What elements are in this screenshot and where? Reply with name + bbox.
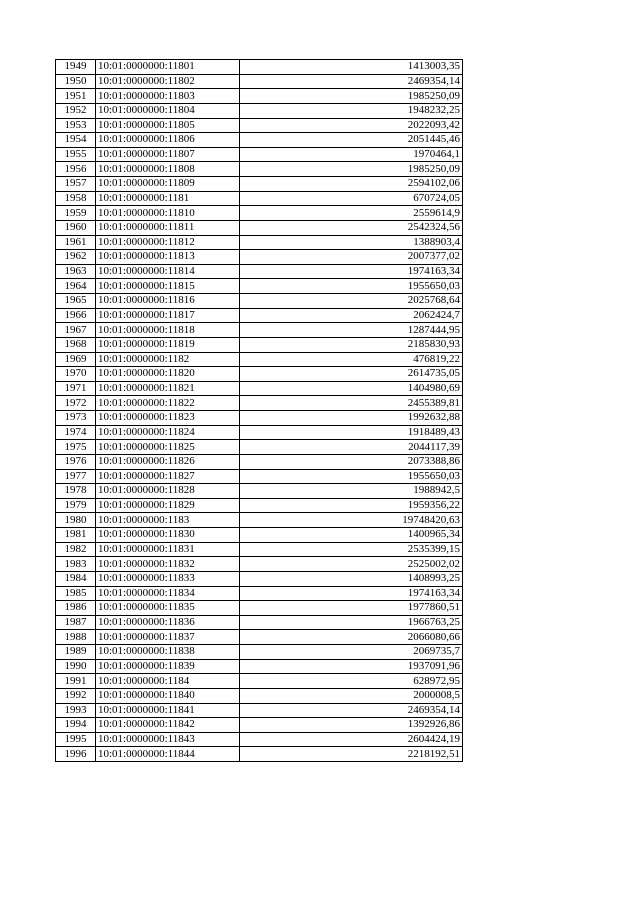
cadastral-number-cell: 10:01:0000000:11842 <box>96 718 240 733</box>
table-row <box>56 250 463 265</box>
cadastral-number-cell: 10:01:0000000:11826 <box>96 454 240 469</box>
row-number-cell: 1988 <box>56 630 96 645</box>
table-row <box>56 103 463 118</box>
row-number-cell: 1959 <box>56 206 96 221</box>
amount-cell: 1977860,51 <box>240 601 463 616</box>
cadastral-number-cell: 10:01:0000000:11812 <box>96 235 240 250</box>
cadastral-number-cell: 10:01:0000000:11816 <box>96 294 240 309</box>
amount-cell: 2614735,05 <box>240 367 463 382</box>
cadastral-number-cell: 10:01:0000000:11828 <box>96 484 240 499</box>
row-number-cell: 1982 <box>56 542 96 557</box>
row-number-cell: 1971 <box>56 381 96 396</box>
amount-cell: 2469354,14 <box>240 703 463 718</box>
amount-cell: 1966763,25 <box>240 615 463 630</box>
amount-cell: 628972,95 <box>240 674 463 689</box>
amount-cell: 2535399,15 <box>240 542 463 557</box>
table-row <box>56 557 463 572</box>
row-number-cell: 1993 <box>56 703 96 718</box>
amount-cell: 1988942,5 <box>240 484 463 499</box>
table-row <box>56 513 463 528</box>
amount-cell: 2604424,19 <box>240 732 463 747</box>
row-number-cell: 1967 <box>56 323 96 338</box>
amount-cell: 2525002,02 <box>240 557 463 572</box>
row-number-cell: 1976 <box>56 454 96 469</box>
table-row <box>56 630 463 645</box>
row-number-cell: 1953 <box>56 118 96 133</box>
row-number-cell: 1980 <box>56 513 96 528</box>
row-number-cell: 1992 <box>56 688 96 703</box>
row-number-cell: 1989 <box>56 645 96 660</box>
table-row <box>56 498 463 513</box>
row-number-cell: 1956 <box>56 162 96 177</box>
amount-cell: 19748420,63 <box>240 513 463 528</box>
table-row <box>56 60 463 75</box>
amount-cell: 2025768,64 <box>240 294 463 309</box>
cadastral-number-cell: 10:01:0000000:11805 <box>96 118 240 133</box>
cadastral-number-cell: 10:01:0000000:11821 <box>96 381 240 396</box>
amount-cell: 2007377,02 <box>240 250 463 265</box>
table-body <box>56 60 463 762</box>
table-row <box>56 162 463 177</box>
row-number-cell: 1981 <box>56 528 96 543</box>
row-number-cell: 1958 <box>56 191 96 206</box>
cadastral-number-cell: 10:01:0000000:11806 <box>96 133 240 148</box>
row-number-cell: 1994 <box>56 718 96 733</box>
row-number-cell: 1978 <box>56 484 96 499</box>
amount-cell: 1413003,35 <box>240 60 463 75</box>
amount-cell: 2062424,7 <box>240 308 463 323</box>
table-row <box>56 381 463 396</box>
cadastral-number-cell: 10:01:0000000:11803 <box>96 89 240 104</box>
cadastral-number-cell: 10:01:0000000:11808 <box>96 162 240 177</box>
table-row <box>56 469 463 484</box>
amount-cell: 1408993,25 <box>240 571 463 586</box>
cadastral-number-cell: 10:01:0000000:11813 <box>96 250 240 265</box>
amount-cell: 1985250,09 <box>240 89 463 104</box>
row-number-cell: 1965 <box>56 294 96 309</box>
table-row <box>56 220 463 235</box>
amount-cell: 2218192,51 <box>240 747 463 762</box>
cadastral-number-cell: 10:01:0000000:11833 <box>96 571 240 586</box>
table-row <box>56 732 463 747</box>
table-row <box>56 411 463 426</box>
table-row <box>56 718 463 733</box>
amount-cell: 1959356,22 <box>240 498 463 513</box>
cadastral-number-cell: 10:01:0000000:11830 <box>96 528 240 543</box>
row-number-cell: 1983 <box>56 557 96 572</box>
cadastral-number-cell: 10:01:0000000:11823 <box>96 411 240 426</box>
table-row <box>56 133 463 148</box>
amount-cell: 670724,05 <box>240 191 463 206</box>
table-row <box>56 484 463 499</box>
table-row <box>56 206 463 221</box>
row-number-cell: 1950 <box>56 74 96 89</box>
amount-cell: 2559614,9 <box>240 206 463 221</box>
amount-cell: 1400965,34 <box>240 528 463 543</box>
amount-cell: 1392926,86 <box>240 718 463 733</box>
table-row <box>56 645 463 660</box>
amount-cell: 1388903,4 <box>240 235 463 250</box>
cadastral-number-cell: 10:01:0000000:1184 <box>96 674 240 689</box>
amount-cell: 1992632,88 <box>240 411 463 426</box>
row-number-cell: 1973 <box>56 411 96 426</box>
table-row <box>56 118 463 133</box>
table-row <box>56 323 463 338</box>
amount-cell: 1955650,03 <box>240 279 463 294</box>
cadastral-number-cell: 10:01:0000000:11843 <box>96 732 240 747</box>
table-row <box>56 191 463 206</box>
table-row <box>56 279 463 294</box>
cadastral-number-cell: 10:01:0000000:11827 <box>96 469 240 484</box>
row-number-cell: 1960 <box>56 220 96 235</box>
cadastral-number-cell: 10:01:0000000:11839 <box>96 659 240 674</box>
table-row <box>56 337 463 352</box>
amount-cell: 2066080,66 <box>240 630 463 645</box>
amount-cell: 1970464,1 <box>240 147 463 162</box>
row-number-cell: 1952 <box>56 103 96 118</box>
cadastral-number-cell: 10:01:0000000:11817 <box>96 308 240 323</box>
row-number-cell: 1985 <box>56 586 96 601</box>
cadastral-number-cell: 10:01:0000000:11809 <box>96 177 240 192</box>
cadastral-number-cell: 10:01:0000000:11804 <box>96 103 240 118</box>
row-number-cell: 1955 <box>56 147 96 162</box>
table-row <box>56 440 463 455</box>
table-row <box>56 528 463 543</box>
cadastral-number-cell: 10:01:0000000:11811 <box>96 220 240 235</box>
table-row <box>56 396 463 411</box>
table-row <box>56 147 463 162</box>
amount-cell: 2185830,93 <box>240 337 463 352</box>
table-row <box>56 74 463 89</box>
table-row <box>56 688 463 703</box>
amount-cell: 1404980,69 <box>240 381 463 396</box>
amount-cell: 2051445,46 <box>240 133 463 148</box>
table-row <box>56 586 463 601</box>
row-number-cell: 1964 <box>56 279 96 294</box>
row-number-cell: 1966 <box>56 308 96 323</box>
row-number-cell: 1991 <box>56 674 96 689</box>
table-row <box>56 264 463 279</box>
table-row <box>56 615 463 630</box>
cadastral-number-cell: 10:01:0000000:11802 <box>96 74 240 89</box>
amount-cell: 1985250,09 <box>240 162 463 177</box>
row-number-cell: 1951 <box>56 89 96 104</box>
table-row <box>56 703 463 718</box>
row-number-cell: 1957 <box>56 177 96 192</box>
table-row <box>56 352 463 367</box>
amount-cell: 2594102,06 <box>240 177 463 192</box>
amount-cell: 2542324,56 <box>240 220 463 235</box>
cadastral-number-cell: 10:01:0000000:11807 <box>96 147 240 162</box>
amount-cell: 1955650,03 <box>240 469 463 484</box>
table-row <box>56 308 463 323</box>
amount-cell: 476819,22 <box>240 352 463 367</box>
amount-cell: 2022093,42 <box>240 118 463 133</box>
row-number-cell: 1954 <box>56 133 96 148</box>
table-row <box>56 601 463 616</box>
cadastral-number-cell: 10:01:0000000:11822 <box>96 396 240 411</box>
cadastral-number-cell: 10:01:0000000:1182 <box>96 352 240 367</box>
amount-cell: 1937091,96 <box>240 659 463 674</box>
cadastral-number-cell: 10:01:0000000:11818 <box>96 323 240 338</box>
cadastral-number-cell: 10:01:0000000:11834 <box>96 586 240 601</box>
row-number-cell: 1986 <box>56 601 96 616</box>
row-number-cell: 1977 <box>56 469 96 484</box>
row-number-cell: 1961 <box>56 235 96 250</box>
cadastral-number-cell: 10:01:0000000:11819 <box>96 337 240 352</box>
cadastral-number-cell: 10:01:0000000:11840 <box>96 688 240 703</box>
row-number-cell: 1963 <box>56 264 96 279</box>
row-number-cell: 1949 <box>56 60 96 75</box>
table-row <box>56 571 463 586</box>
row-number-cell: 1972 <box>56 396 96 411</box>
cadastral-number-cell: 10:01:0000000:11836 <box>96 615 240 630</box>
cadastral-number-cell: 10:01:0000000:11814 <box>96 264 240 279</box>
cadastral-number-cell: 10:01:0000000:11829 <box>96 498 240 513</box>
table-row <box>56 294 463 309</box>
row-number-cell: 1968 <box>56 337 96 352</box>
cadastral-number-cell: 10:01:0000000:11801 <box>96 60 240 75</box>
amount-cell: 2073388,86 <box>240 454 463 469</box>
amount-cell: 1974163,34 <box>240 264 463 279</box>
table-row <box>56 674 463 689</box>
amount-cell: 1974163,34 <box>240 586 463 601</box>
table-row <box>56 235 463 250</box>
amount-cell: 2469354,14 <box>240 74 463 89</box>
table-row <box>56 425 463 440</box>
cadastral-number-cell: 10:01:0000000:11824 <box>96 425 240 440</box>
data-table <box>55 59 463 762</box>
row-number-cell: 1990 <box>56 659 96 674</box>
table-row <box>56 659 463 674</box>
row-number-cell: 1974 <box>56 425 96 440</box>
cadastral-number-cell: 10:01:0000000:11837 <box>96 630 240 645</box>
row-number-cell: 1996 <box>56 747 96 762</box>
row-number-cell: 1979 <box>56 498 96 513</box>
amount-cell: 1918489,43 <box>240 425 463 440</box>
cadastral-number-cell: 10:01:0000000:11831 <box>96 542 240 557</box>
amount-cell: 2044117,39 <box>240 440 463 455</box>
row-number-cell: 1975 <box>56 440 96 455</box>
cadastral-number-cell: 10:01:0000000:11820 <box>96 367 240 382</box>
table-row <box>56 177 463 192</box>
amount-cell: 2455389,81 <box>240 396 463 411</box>
cadastral-number-cell: 10:01:0000000:11841 <box>96 703 240 718</box>
cadastral-number-cell: 10:01:0000000:1181 <box>96 191 240 206</box>
row-number-cell: 1987 <box>56 615 96 630</box>
table-row <box>56 367 463 382</box>
amount-cell: 2000008,5 <box>240 688 463 703</box>
row-number-cell: 1969 <box>56 352 96 367</box>
cadastral-number-cell: 10:01:0000000:11835 <box>96 601 240 616</box>
cadastral-number-cell: 10:01:0000000:11844 <box>96 747 240 762</box>
cadastral-number-cell: 10:01:0000000:11825 <box>96 440 240 455</box>
row-number-cell: 1970 <box>56 367 96 382</box>
cadastral-number-cell: 10:01:0000000:1183 <box>96 513 240 528</box>
cadastral-number-cell: 10:01:0000000:11838 <box>96 645 240 660</box>
table-row <box>56 747 463 762</box>
table-row <box>56 89 463 104</box>
row-number-cell: 1995 <box>56 732 96 747</box>
cadastral-number-cell: 10:01:0000000:11832 <box>96 557 240 572</box>
amount-cell: 1287444,95 <box>240 323 463 338</box>
row-number-cell: 1962 <box>56 250 96 265</box>
row-number-cell: 1984 <box>56 571 96 586</box>
cadastral-number-cell: 10:01:0000000:11815 <box>96 279 240 294</box>
table-row <box>56 454 463 469</box>
cadastral-number-cell: 10:01:0000000:11810 <box>96 206 240 221</box>
amount-cell: 2069735,7 <box>240 645 463 660</box>
table-row <box>56 542 463 557</box>
amount-cell: 1948232,25 <box>240 103 463 118</box>
